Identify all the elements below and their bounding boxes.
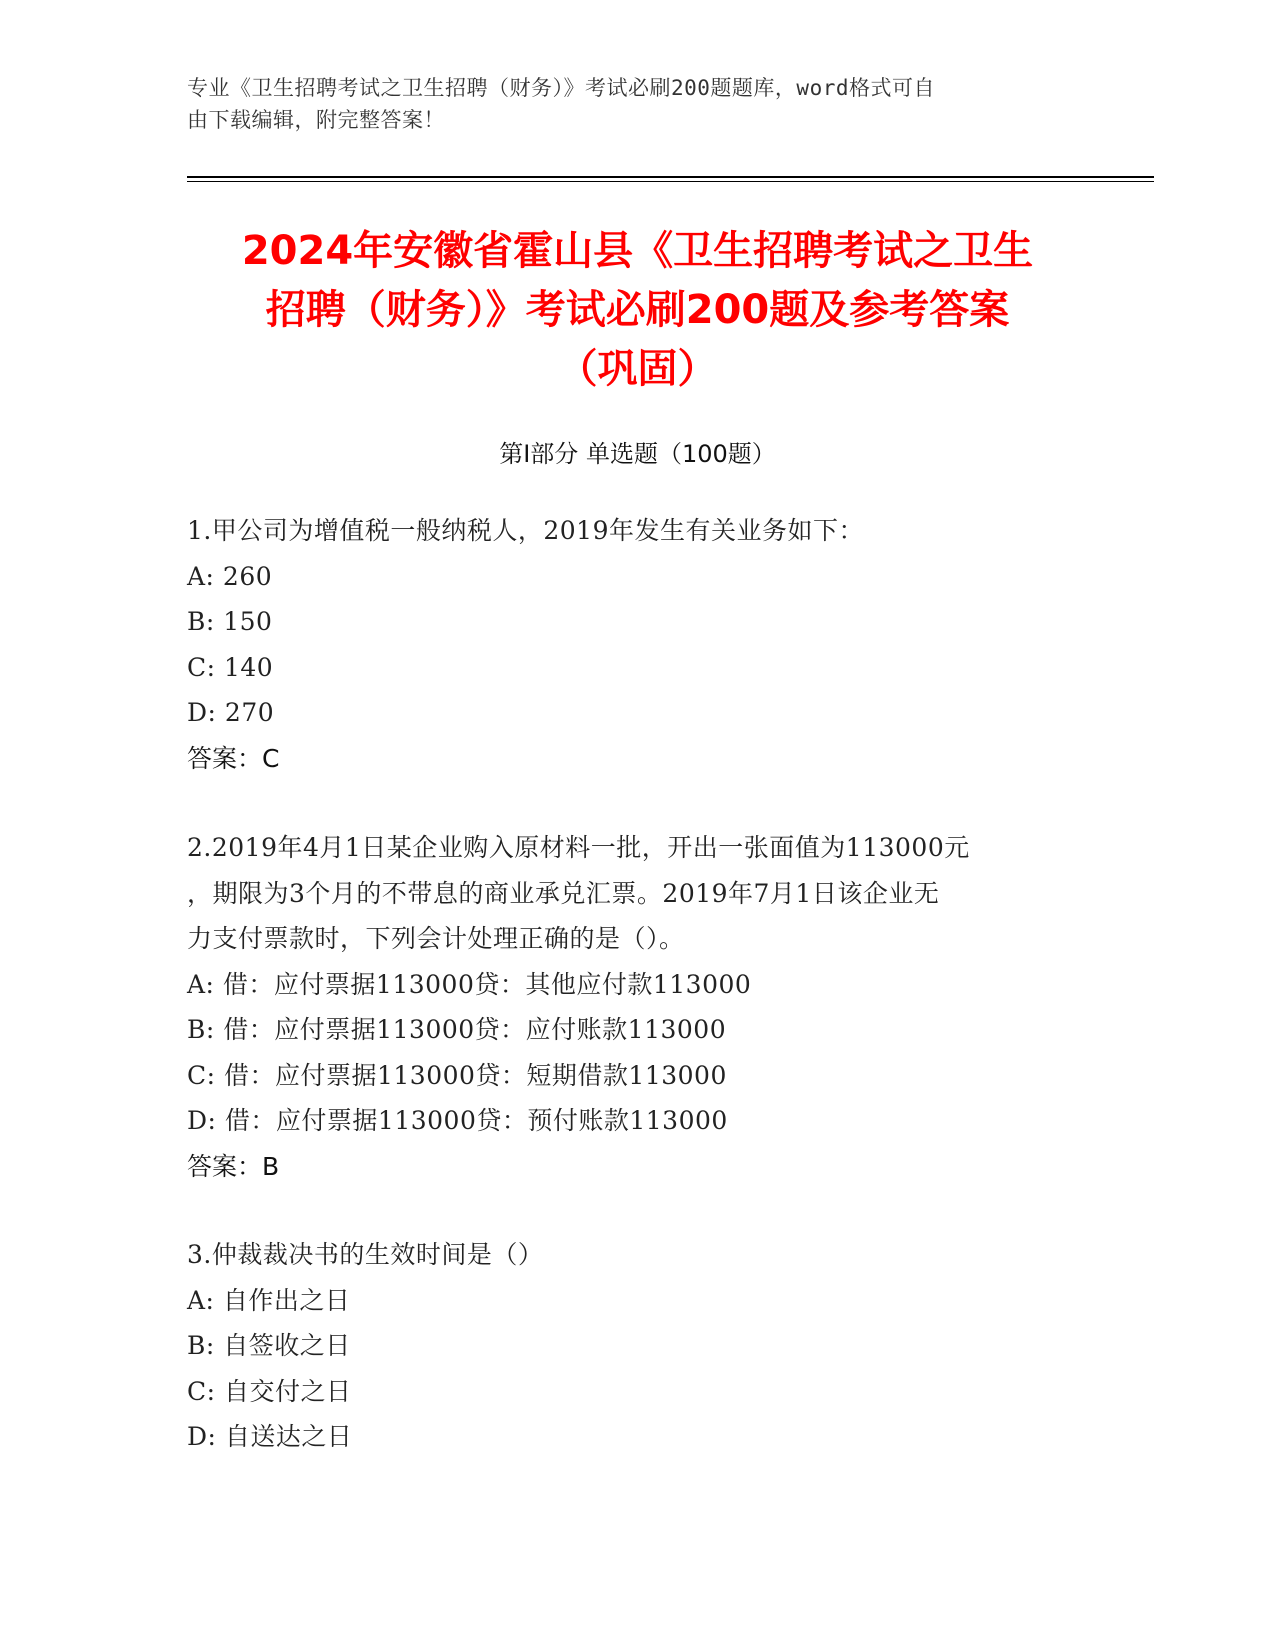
question-stem-line-3: 力支付票款时，下列会计处理正确的是（）。 xyxy=(187,924,685,953)
option-d: D: 借：应付票据113000贷：预付账款113000 xyxy=(187,1106,728,1135)
answer-label: 答案：C xyxy=(187,743,280,773)
option-a: A: 借：应付票据113000贷：其他应付款113000 xyxy=(187,969,752,999)
question-stem: 1.甲公司为增值税一般纳税人，2019年发生有关业务如下： xyxy=(187,516,864,545)
option-c: C: 借：应付票据113000贷：短期借款113000 xyxy=(187,1060,727,1090)
intro-line-1: 专业《卫生招聘考试之卫生招聘（财务）》考试必刷200题题库，word格式可自 xyxy=(187,76,935,100)
option-c: C: 140 xyxy=(187,652,274,682)
question-1 xyxy=(187,508,1087,781)
title-line-3: （巩固） xyxy=(557,346,718,392)
option-d: D: 270 xyxy=(187,698,275,727)
question-stem-line-2: ，期限为3个月的不带息的商业承兑汇票。2019年7月1日该企业无 xyxy=(187,878,940,908)
option-c: C: 自交付之日 xyxy=(187,1376,352,1406)
document-intro xyxy=(187,72,1067,136)
option-d: D: 自送达之日 xyxy=(187,1422,353,1451)
document-title xyxy=(150,222,1125,399)
header-divider-thick xyxy=(187,176,1154,178)
header-divider-thin xyxy=(187,181,1154,182)
option-b: B: 150 xyxy=(187,607,273,636)
question-2 xyxy=(187,825,1087,1189)
option-b: B: 自签收之日 xyxy=(187,1331,351,1360)
option-a: A: 自作出之日 xyxy=(187,1285,351,1315)
section-heading: 第Ⅰ部分 单选题（100题） xyxy=(499,440,776,468)
question-stem: 3.仲裁裁决书的生效时间是（） xyxy=(187,1240,544,1269)
title-line-1: 2024年安徽省霍山县《卫生招聘考试之卫生 xyxy=(241,228,1034,274)
option-a: A: 260 xyxy=(187,561,273,591)
question-stem-line-1: 2.2019年4月1日某企业购入原材料一批，开出一张面值为113000元 xyxy=(187,833,970,862)
option-b: B: 借：应付票据113000贷：应付账款113000 xyxy=(187,1015,727,1044)
intro-line-2: 由下载编辑，附完整答案！ xyxy=(187,108,445,132)
question-3 xyxy=(187,1232,1087,1460)
title-line-2: 招聘（财务）》考试必刷200题及参考答案 xyxy=(265,287,1010,333)
answer-label: 答案：B xyxy=(187,1151,280,1181)
